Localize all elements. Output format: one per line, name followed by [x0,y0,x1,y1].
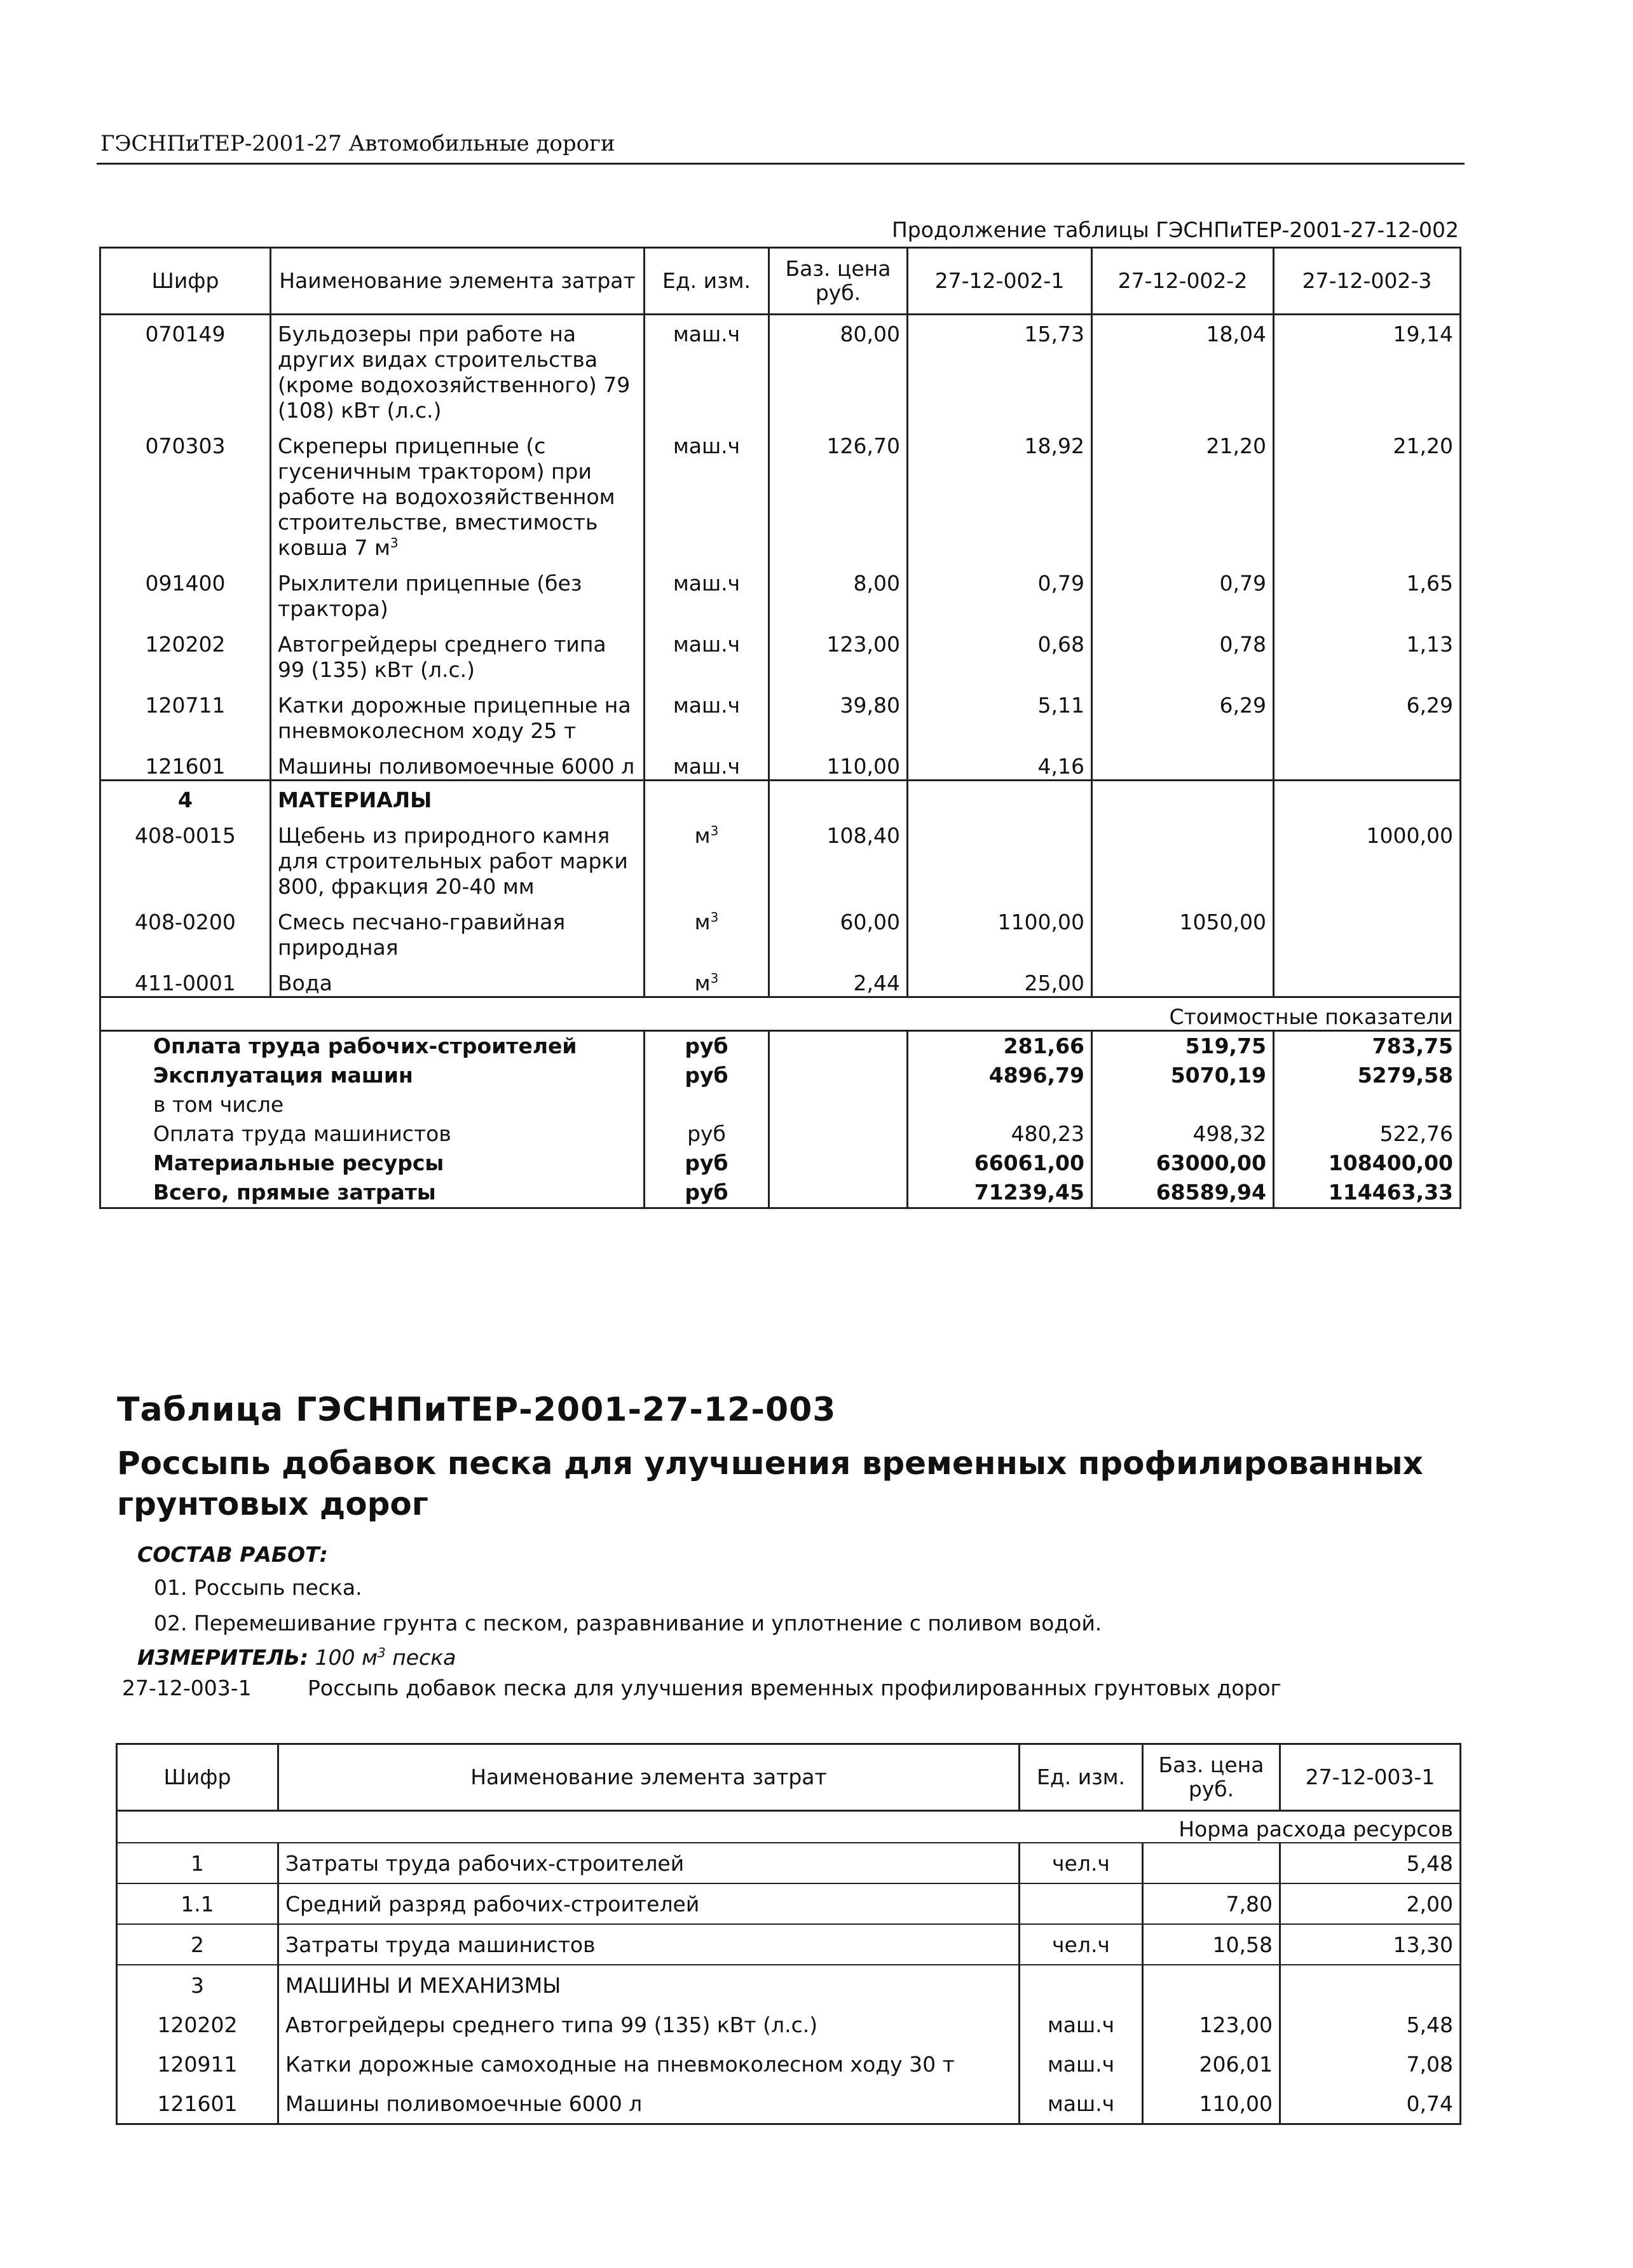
cell-name: Средний разряд рабочих-строителей [278,1883,1020,1924]
cell-price: 80,00 [769,315,908,424]
cell-unit: маш.ч [1020,2044,1143,2084]
col-header: 27-12-002-2 [1092,248,1274,315]
izmeritel-value: 100 м [315,1645,378,1670]
cell-name: Смесь песчано-гравийная природная [271,899,645,960]
table-row [117,1843,1461,1883]
cell-value: 0,68 [908,622,1092,683]
cell-value: 7,08 [1280,2044,1461,2084]
cell-unit: маш.ч [645,315,769,424]
col-header: Наименование элемента затрат [271,248,645,315]
cost-unit: руб [645,1178,769,1208]
cell-unit: чел.ч [1020,1924,1143,1965]
cost-value: 519,75 [1092,1031,1274,1062]
cell-unit [645,960,769,997]
cost-row [100,1178,1461,1208]
work-item: 02. Перемешивание грунта с песком, разравнивание и уплотнение с поливом водой. [154,1611,1102,1636]
cell-value: 0,74 [1280,2084,1461,2124]
cell-value [1092,813,1274,899]
cost-value: 522,76 [1274,1119,1461,1149]
cell-code: 408-0015 [100,813,271,899]
code: 27-12-003-1 [122,1676,252,1700]
cost-header: Стоимостные показатели [100,997,1461,1031]
col-header: Шифр [117,1744,278,1811]
table-row [117,2084,1461,2124]
cell-code: 120202 [100,622,271,683]
cell-value: 25,00 [908,960,1092,997]
cell-name: Рыхлители прицепные (без трактора) [271,561,645,622]
cell-value: 6,29 [1274,683,1461,744]
cell-code: 121601 [100,744,271,781]
superscript-3: 3 [377,1645,386,1660]
table-row [117,2044,1461,2084]
cell-value: 5,11 [908,683,1092,744]
table-row [100,899,1461,960]
table-row [100,561,1461,622]
cell-unit: маш.ч [645,561,769,622]
cell-unit: маш.ч [1020,2084,1143,2124]
superscript-3: 3 [390,535,399,550]
table-row [117,2005,1461,2044]
cell-price: 10,58 [1143,1924,1280,1965]
cell-value: 5,48 [1280,1843,1461,1883]
cell-value: 21,20 [1274,423,1461,561]
section-code: 4 [100,781,271,814]
izmeritel-label: ИЗМЕРИТЕЛЬ: [137,1645,309,1670]
cell-value: 2,00 [1280,1883,1461,1924]
cell-code: 1.1 [117,1883,278,1924]
table-row [100,683,1461,744]
col-header: Ед. изм. [1020,1744,1143,1811]
cost-unit: руб [645,1061,769,1090]
col-header: Баз. цена руб. [1143,1744,1280,1811]
cell-unit: маш.ч [1020,2005,1143,2044]
cell-value: 6,29 [1092,683,1274,744]
cost-value: 71239,45 [908,1178,1092,1208]
cell-value: 15,73 [908,315,1092,424]
col-header: 27-12-003-1 [1280,1744,1461,1811]
cell-name: Бульдозеры при работе на других видах строительства (кроме водохозяйственного) 79 (108) кВт (л.с.) [271,315,645,424]
section-title: МАШИНЫ И МЕХАНИЗМЫ [278,1965,1020,2005]
header-text: ГЭСНПиТЕР-2001-27 Автомобильные дороги [100,131,615,156]
code-description: Россыпь добавок песка для улучшения временных профилированных грунтовых дорог [308,1676,1281,1700]
cost-row [100,1149,1461,1178]
cell-name: Затраты труда машинистов [278,1924,1020,1965]
table2-subtitle: Россыпь добавок песка для улучшения временных профилированных грунтовых дорог [117,1445,1423,1522]
cell-value: 18,04 [1092,315,1274,424]
cell-value: 18,92 [908,423,1092,561]
cell-name: Машины поливомоечные 6000 л [271,744,645,781]
col-header: Ед. изм. [645,248,769,315]
superscript-3: 3 [710,971,719,986]
cost-value: 281,66 [908,1031,1092,1062]
section-title: МАТЕРИАЛЫ [271,781,645,814]
cell-value: 1100,00 [908,899,1092,960]
cell-code: 2 [117,1924,278,1965]
cell-code: 120711 [100,683,271,744]
cell-value: 19,14 [1274,315,1461,424]
code-line [122,1676,1281,1700]
cell-code: 120911 [117,2044,278,2084]
norm-header: Норма расхода ресурсов [117,1811,1461,1843]
cell-unit: маш.ч [645,622,769,683]
table2-title: Таблица ГЭСНПиТЕР-2001-27-12-003 [117,1391,837,1429]
cell-unit [645,899,769,960]
cost-unit: руб [645,1119,769,1149]
cell-unit [1020,1883,1143,1924]
cost-name: Всего, прямые затраты [100,1178,645,1208]
cost-value: 66061,00 [908,1149,1092,1178]
cell-name: Катки дорожные самоходные на пневмоколесном ходу 30 т [278,2044,1020,2084]
cost-value: 498,32 [1092,1119,1274,1149]
cell-unit: маш.ч [645,423,769,561]
cell-value: 0,79 [908,561,1092,622]
section-row-machines [117,1965,1461,2005]
sostav-label: СОСТАВ РАБОТ: [137,1542,328,1567]
table-row [100,423,1461,561]
cell-unit [645,813,769,899]
izmeritel [137,1645,456,1670]
cell-value: 13,30 [1280,1924,1461,1965]
cell-name: Машины поливомоечные 6000 л [278,2084,1020,2124]
cell-name: Катки дорожные прицепные на пневмоколесном ходу 25 т [271,683,645,744]
cost-row [100,1061,1461,1090]
table-row [117,1924,1461,1965]
cell-price: 206,01 [1143,2044,1280,2084]
cell-name: Автогрейдеры среднего типа 99 (135) кВт (л.с.) [278,2005,1020,2044]
cell-value [1092,744,1274,781]
superscript-3: 3 [710,910,719,925]
cost-value: 5279,58 [1274,1061,1461,1090]
cost-value: 4896,79 [908,1061,1092,1090]
izmeritel-suffix: песка [392,1645,456,1670]
cell-price: 2,44 [769,960,908,997]
table-row [100,960,1461,997]
cost-name: Оплата труда машинистов [100,1119,645,1149]
page-header [97,126,1465,165]
cell-value [908,813,1092,899]
norm-header-row [117,1811,1461,1843]
cell-name: Затраты труда рабочих-строителей [278,1843,1020,1883]
cell-price: 8,00 [769,561,908,622]
cell-name: Автогрейдеры среднего типа 99 (135) кВт (л.с.) [271,622,645,683]
cell-price: 110,00 [1143,2084,1280,2124]
cell-price: 126,70 [769,423,908,561]
resource-table-12-002 [99,247,1461,1209]
cell-value: 0,79 [1092,561,1274,622]
cell-code: 411-0001 [100,960,271,997]
cell-price [1143,1843,1280,1883]
cell-value: 0,78 [1092,622,1274,683]
work-item: 01. Россыпь песка. [154,1575,362,1600]
cell-unit-text: м [694,910,711,934]
cell-code: 070303 [100,423,271,561]
cost-name: Эксплуатация машин [100,1061,645,1090]
cell-code: 120202 [117,2005,278,2044]
cost-value: 5070,19 [1092,1061,1274,1090]
cell-value [1092,960,1274,997]
table-row [100,315,1461,424]
cell-value: 1000,00 [1274,813,1461,899]
cell-value [1274,960,1461,997]
cell-unit-text: м [694,823,711,848]
cell-code: 121601 [117,2084,278,2124]
table1-caption: Продолжение таблицы ГЭСНПиТЕР-2001-27-12-002 [891,217,1459,242]
cell-name [271,423,645,561]
cost-name: Материальные ресурсы [100,1149,645,1178]
col-header: Наименование элемента затрат [278,1744,1020,1811]
cost-value: 783,75 [1274,1031,1461,1062]
table-header-row [117,1744,1461,1811]
cost-value: 108400,00 [1274,1149,1461,1178]
cell-code: 091400 [100,561,271,622]
cell-unit: маш.ч [645,683,769,744]
cell-price: 7,80 [1143,1883,1280,1924]
col-header: 27-12-002-3 [1274,248,1461,315]
cell-name-text: Скреперы прицепные (с гусеничным трактором) при работе на водохозяйственном строительстве, вместимость ковша 7 м [278,434,615,560]
cost-value: 68589,94 [1092,1178,1274,1208]
cell-name: Щебень из природного камня для строительных работ марки 800, фракция 20-40 мм [271,813,645,899]
cell-code: 1 [117,1843,278,1883]
table-row [117,1883,1461,1924]
cost-name: Оплата труда рабочих-строителей [100,1031,645,1062]
cell-value: 21,20 [1092,423,1274,561]
cell-value: 1050,00 [1092,899,1274,960]
cell-value: 5,48 [1280,2005,1461,2044]
cell-price: 123,00 [1143,2005,1280,2044]
table-row [100,813,1461,899]
col-header: Баз. цена руб. [769,248,908,315]
cell-value: 1,65 [1274,561,1461,622]
superscript-3: 3 [710,823,719,838]
cost-name: в том числе [100,1090,645,1119]
cell-unit: чел.ч [1020,1843,1143,1883]
cost-row [100,1119,1461,1149]
cost-value: 480,23 [908,1119,1092,1149]
cell-price: 123,00 [769,622,908,683]
section-row-materials [100,781,1461,814]
col-header: 27-12-002-1 [908,248,1092,315]
cell-name: Вода [271,960,645,997]
cost-row [100,1090,1461,1119]
cell-value [1274,744,1461,781]
cost-unit: руб [645,1031,769,1062]
cost-value: 114463,33 [1274,1178,1461,1208]
cell-value: 1,13 [1274,622,1461,683]
table-header-row [100,248,1461,315]
cell-code: 408-0200 [100,899,271,960]
cell-unit-text: м [694,971,711,995]
cost-unit: руб [645,1149,769,1178]
cell-price: 110,00 [769,744,908,781]
cell-price: 39,80 [769,683,908,744]
cell-price: 60,00 [769,899,908,960]
cost-header-row [100,997,1461,1031]
section-code: 3 [117,1965,278,2005]
col-header: Шифр [100,248,271,315]
cell-code: 070149 [100,315,271,424]
table-row [100,744,1461,781]
cost-value: 63000,00 [1092,1149,1274,1178]
cell-unit: маш.ч [645,744,769,781]
cell-value [1274,899,1461,960]
cell-price: 108,40 [769,813,908,899]
table-row [100,622,1461,683]
cost-row [100,1031,1461,1062]
resource-table-12-003 [116,1743,1461,2125]
cell-value: 4,16 [908,744,1092,781]
